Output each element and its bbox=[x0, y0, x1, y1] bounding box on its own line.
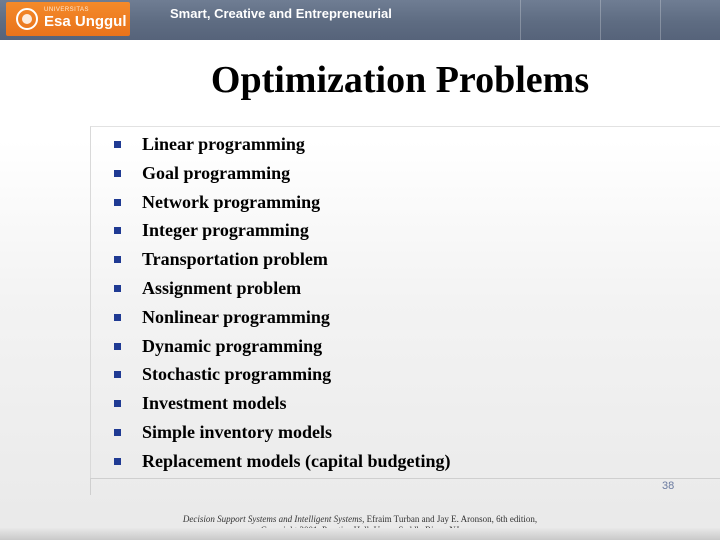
list-item bbox=[110, 130, 450, 159]
header-divider bbox=[660, 0, 701, 40]
list-item bbox=[110, 245, 450, 274]
list-item bbox=[110, 332, 450, 361]
list-item bbox=[110, 447, 450, 476]
list-item bbox=[110, 389, 450, 418]
square-bullet-icon bbox=[114, 227, 121, 234]
list-item-text: Goal programming bbox=[142, 162, 291, 183]
square-bullet-icon bbox=[114, 199, 121, 206]
list-item bbox=[110, 188, 450, 217]
square-bullet-icon bbox=[114, 371, 121, 378]
header-bar bbox=[0, 0, 720, 40]
square-bullet-icon bbox=[114, 314, 121, 321]
bullet-list bbox=[110, 130, 450, 476]
list-item-text: Assignment problem bbox=[142, 277, 302, 298]
list-item-text: Nonlinear programming bbox=[142, 306, 330, 327]
square-bullet-icon bbox=[114, 429, 121, 436]
list-item-text: Transportation problem bbox=[142, 249, 328, 270]
list-item bbox=[110, 303, 450, 332]
square-bullet-icon bbox=[114, 285, 121, 292]
list-item-text: Replacement models (capital budgeting) bbox=[142, 450, 451, 471]
square-bullet-icon bbox=[114, 170, 121, 177]
tagline: Smart, Creative and Entrepreneurial bbox=[170, 6, 392, 21]
logo-name: Esa Unggul bbox=[44, 13, 127, 30]
page-number: 38 bbox=[662, 480, 675, 492]
square-bullet-icon bbox=[114, 400, 121, 407]
list-item bbox=[110, 159, 450, 188]
list-item bbox=[110, 418, 450, 447]
list-item-text: Simple inventory models bbox=[142, 421, 333, 442]
list-item bbox=[110, 274, 450, 303]
footer-frame bbox=[90, 478, 720, 495]
header-divider bbox=[520, 0, 561, 40]
list-item-text: Stochastic programming bbox=[142, 364, 332, 385]
slide-title: Optimization Problems bbox=[210, 59, 590, 101]
square-bullet-icon bbox=[114, 343, 121, 350]
list-item-text: Integer programming bbox=[142, 220, 309, 241]
logo-emblem-icon bbox=[16, 8, 38, 30]
logo-subtitle: UNIVERSITAS bbox=[44, 7, 90, 13]
footer-bar bbox=[0, 528, 720, 540]
list-item-text: Linear programming bbox=[142, 134, 305, 154]
logo bbox=[6, 2, 130, 36]
list-item-text: Dynamic programming bbox=[142, 335, 323, 356]
square-bullet-icon bbox=[114, 256, 121, 263]
list-item bbox=[110, 360, 450, 389]
list-item bbox=[110, 216, 450, 245]
list-item-text: Network programming bbox=[142, 191, 321, 212]
list-item-text: Investment models bbox=[142, 393, 287, 414]
square-bullet-icon bbox=[114, 141, 121, 148]
footer-authors: Efraim Turban and Jay E. Aronson, 6th edition, bbox=[364, 514, 538, 524]
footer-book-title: Decision Support Systems and Intelligent Systems, bbox=[182, 514, 365, 524]
square-bullet-icon bbox=[114, 458, 121, 465]
header-divider bbox=[600, 0, 641, 40]
